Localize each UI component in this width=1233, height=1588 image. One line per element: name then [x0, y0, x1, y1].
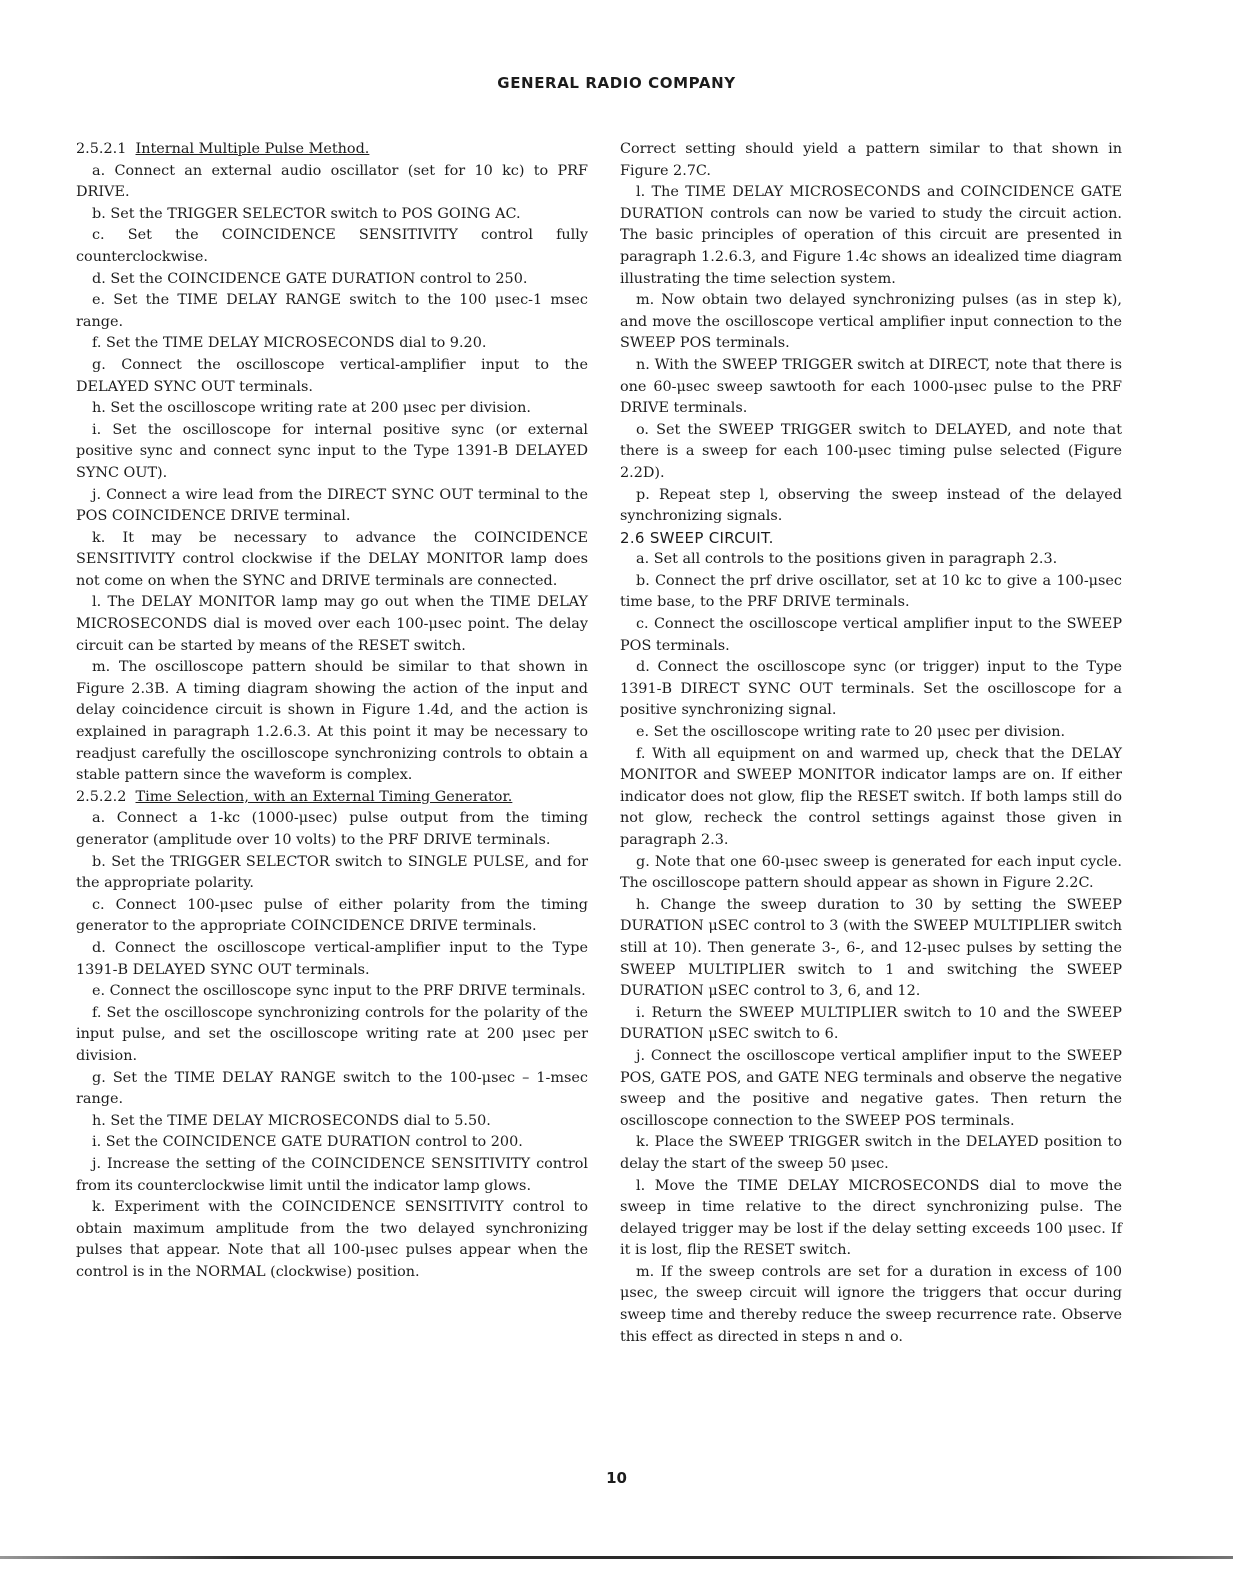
step-paragraph: k. Experiment with the COINCIDENCE SENSITIVITY control to obtain maximum amplitude from the two delayed synchronizing pulses that appear. Note that all 100-μsec pulses appear when the control is in the NORMAL (clockwise) position. [76, 1199, 588, 1280]
continued-paragraph: Correct setting should yield a pattern similar to that shown in Figure 2.7C. [620, 141, 1122, 179]
step-paragraph: n. With the SWEEP TRIGGER switch at DIRECT, note that there is one 60-μsec sweep sawtooth for each 1000-μsec pulse to the PRF DRIVE terminals. [620, 356, 1122, 417]
step-paragraph: d. Connect the oscilloscope vertical-amplifier input to the Type 1391-B DELAYED SYNC OUT terminals. [76, 939, 588, 978]
section-heading-2-6: 2.6 SWEEP CIRCUIT. [620, 528, 774, 547]
bottom-rule [0, 1556, 1233, 1559]
step-paragraph: a. Connect an external audio oscillator (set for 10 kc) to PRF DRIVE. [76, 162, 588, 201]
step-paragraph: i. Set the COINCIDENCE GATE DURATION control to 200. [92, 1134, 523, 1151]
step-paragraph: g. Connect the oscilloscope vertical-amplifier input to the DELAYED SYNC OUT terminals. [76, 356, 588, 395]
step-paragraph: j. Connect the oscilloscope vertical amplifier input to the SWEEP POS, GATE POS, and GATE NEG terminals and observe the negative sweep and the positive and negative gates. Then return the oscilloscope connection to the SWEEP POS terminals. [620, 1047, 1122, 1129]
step-paragraph: i. Set the oscilloscope for internal positive sync (or external positive sync and connect sync input to the Type 1391-B DELAYED SYNC OUT). [76, 421, 588, 481]
step-paragraph: h. Change the sweep duration to 30 by setting the SWEEP DURATION μSEC control to 3 (with the SWEEP MULTIPLIER switch still at 10). Then generate 3-, 6-, and 12-μsec pulses by setting the SWEEP MULTIPLIER switch to 1 and switching the SWEEP DURATION μSEC control to 3, 6, and 12. [620, 896, 1122, 1000]
step-paragraph: k. It may be necessary to advance the COINCIDENCE SENSITIVITY control clockwise if the DELAY MONITOR lamp does not come on when the SYNC and DRIVE terminals are connected. [76, 529, 588, 589]
section-title: Time Selection, with an External Timing Generator. [135, 788, 513, 805]
step-paragraph: h. Set the TIME DELAY MICROSECONDS dial to 5.50. [92, 1112, 491, 1129]
right-column [620, 139, 1122, 1348]
step-paragraph: d. Set the COINCIDENCE GATE DURATION control to 250. [92, 270, 528, 287]
step-paragraph: i. Return the SWEEP MULTIPLIER switch to 10 and the SWEEP DURATION μSEC switch to 6. [620, 1004, 1122, 1043]
step-paragraph: p. Repeat step l, observing the sweep instead of the delayed synchronizing signals. [620, 486, 1122, 525]
page-header: GENERAL RADIO COMPANY [497, 74, 736, 92]
step-paragraph: c. Connect the oscilloscope vertical amplifier input to the SWEEP POS terminals. [620, 616, 1122, 654]
section-heading-2-5-2-2 [76, 787, 588, 809]
step-paragraph: k. Place the SWEEP TRIGGER switch in the DELAYED position to delay the start of the sweep 50 μsec. [620, 1134, 1122, 1172]
section-title: Internal Multiple Pulse Method. [135, 141, 370, 157]
step-paragraph: m. The oscilloscope pattern should be similar to that shown in Figure 2.3B. A timing diagram showing the action of the input and delay coincidence circuit is shown in Figure 1.4d, and the action is explained in paragraph 1.2.6.3. At this point it may be necessary to readjust carefully the oscilloscope synchronizing controls to obtain a stable pattern since the waveform is complex. [76, 659, 588, 784]
step-paragraph: f. Set the TIME DELAY MICROSECONDS dial to 9.20. [92, 335, 487, 352]
page-number: 10 [606, 1469, 627, 1487]
step-paragraph: o. Set the SWEEP TRIGGER switch to DELAYED, and note that there is a sweep for each 100-μsec timing pulse selected (Figure 2.2D). [620, 421, 1122, 481]
left-column [76, 139, 588, 1283]
section-heading-2-5-2-1 [76, 139, 588, 161]
step-paragraph: m. Now obtain two delayed synchronizing pulses (as in step k), and move the oscilloscope vertical amplifier input connection to the SWEEP POS terminals. [620, 292, 1122, 352]
step-paragraph: f. Set the oscilloscope synchronizing controls for the polarity of the input pulse, and set the oscilloscope writing rate at 200 μsec per division. [76, 1004, 588, 1064]
step-paragraph: f. With all equipment on and warmed up, check that the DELAY MONITOR and SWEEP MONITOR indicator lamps are on. If either indicator does not glow, flip the RESET switch. If both lamps still do not glow, recheck the control settings against those given in paragraph 2.3. [620, 745, 1122, 848]
step-paragraph: g. Note that one 60-μsec sweep is generated for each input cycle. The oscilloscope pattern should appear as shown in Figure 2.2C. [620, 853, 1122, 892]
step-paragraph: b. Connect the prf drive oscillator, set at 10 kc to give a 100-μsec time base, to the PRF DRIVE terminals. [620, 572, 1122, 611]
step-paragraph: e. Set the TIME DELAY RANGE switch to the 100 μsec-1 msec range. [76, 292, 588, 330]
step-paragraph: h. Set the oscilloscope writing rate at 200 μsec per division. [92, 400, 531, 417]
step-paragraph: g. Set the TIME DELAY RANGE switch to the 100-μsec – 1-msec range. [76, 1069, 588, 1108]
step-paragraph: j. Connect a wire lead from the DIRECT SYNC OUT terminal to the POS COINCIDENCE DRIVE terminal. [76, 486, 588, 525]
step-paragraph: e. Set the oscilloscope writing rate to 20 μsec per division. [636, 724, 1066, 741]
step-paragraph: a. Connect a 1-kc (1000-μsec) pulse output from the timing generator (amplitude over 10 volts) to the PRF DRIVE terminals. [76, 810, 588, 848]
step-paragraph: l. The DELAY MONITOR lamp may go out when the TIME DELAY MICROSECONDS dial is moved over each 100-μsec point. The delay circuit can be started by means of the RESET switch. [76, 594, 588, 654]
step-paragraph: a. Set all controls to the positions given in paragraph 2.3. [636, 551, 1058, 568]
step-paragraph: c. Connect 100-μsec pulse of either polarity from the timing generator to the appropriate COINCIDENCE DRIVE terminals. [76, 896, 588, 935]
step-paragraph: l. Move the TIME DELAY MICROSECONDS dial to move the sweep in time relative to the direct synchronizing pulse. The delayed trigger may be lost if the delay setting exceeds 100 μsec. If it is lost, flip the RESET switch. [620, 1177, 1122, 1259]
step-paragraph: l. The TIME DELAY MICROSECONDS and COINCIDENCE GATE DURATION controls can now be varied to study the circuit action. The basic principles of operation of this circuit are presented in paragraph 1.2.6.3, and Figure 1.4c shows an idealized time diagram illustrating the time selection system. [620, 184, 1122, 287]
step-paragraph: b. Set the TRIGGER SELECTOR switch to SINGLE PULSE, and for the appropriate polarity. [76, 853, 588, 892]
step-paragraph: c. Set the COINCIDENCE SENSITIVITY control fully counterclockwise. [76, 227, 588, 265]
section-number: 2.5.2.2 [76, 788, 127, 805]
section-number: 2.5.2.1 [76, 141, 127, 157]
step-paragraph: m. If the sweep controls are set for a duration in excess of 100 μsec, the sweep circuit will ignore the triggers that occur during sweep time and thereby reduce the sweep recurrence rate. Observe this effect as directed in steps n and o. [620, 1263, 1122, 1345]
step-paragraph: e. Connect the oscilloscope sync input to the PRF DRIVE terminals. [92, 983, 586, 1000]
step-paragraph: d. Connect the oscilloscope sync (or trigger) input to the Type 1391-B DIRECT SYNC OUT terminals. Set the oscilloscope for a positive synchronizing signal. [620, 659, 1122, 719]
step-paragraph: j. Increase the setting of the COINCIDENCE SENSITIVITY control from its counterclockwise limit until the indicator lamp glows. [76, 1155, 588, 1194]
step-paragraph: b. Set the TRIGGER SELECTOR switch to POS GOING AC. [92, 205, 521, 222]
